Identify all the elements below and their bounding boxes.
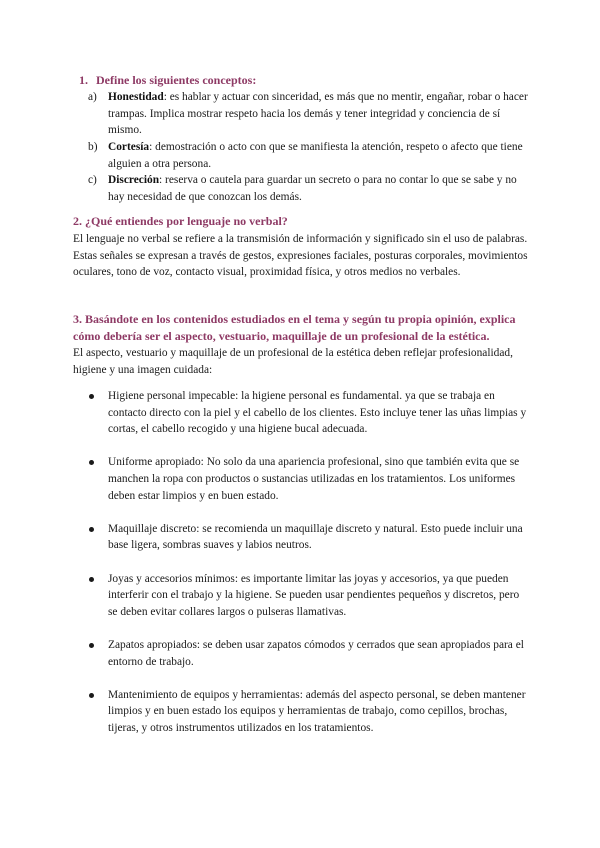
section3-intro: El aspecto, vestuario y maquillaje de un profesional de la estética deben reflejar profesionalidad, higiene y una imagen cuidada:	[73, 347, 513, 376]
bullet-icon	[89, 643, 94, 648]
section3-bullet-list	[108, 388, 528, 753]
list-item	[108, 687, 528, 737]
bullet-icon	[89, 577, 94, 582]
definition-honestidad	[88, 89, 528, 139]
list-item	[108, 521, 528, 554]
definition-text: : es hablar y actuar con sinceridad, es más que no mentir, engañar, robar o hacer trampas. Implica mostrar respeto hacia los demás y tener integridad y conciencia de sí mismo.	[108, 91, 528, 137]
list-item	[108, 637, 528, 670]
definition-marker: b)	[88, 141, 98, 153]
list-item	[108, 388, 528, 438]
section2-paragraph: El lenguaje no verbal se refiere a la transmisión de información y significado sin el uso de palabras. Estas señales se expresan a través de gestos, expresiones faciales, posturas corporales, movimientos oculares, tono de voz, contacto visual, proximidad física, y otros medios no verbales.	[73, 233, 528, 279]
list-item-text: Higiene personal impecable: la higiene personal es fundamental. ya que se trabaja en contacto directo con la piel y el cabello de los clientes. Esto incluye tener las uñas limpias y cortas, el cabello recogido y una higiene bucal adecuada.	[108, 390, 527, 436]
list-item	[108, 571, 528, 621]
definition-term: Honestidad	[108, 91, 164, 103]
list-item	[108, 454, 528, 504]
section3-heading: 3. Basándote en los contenidos estudiados en el tema y según tu propia opinión, explica cómo debería ser el aspecto, vestuario, maquillaje de un profesional de la estética.	[73, 312, 516, 343]
definition-cortesia	[88, 139, 528, 172]
section1-number: 1.	[79, 73, 88, 87]
bullet-icon	[89, 527, 94, 532]
section2-heading: 2. ¿Qué entiendes por lenguaje no verbal?	[73, 214, 288, 228]
list-item-text: Joyas y accesorios mínimos: es importante limitar las joyas y accesorios, ya que pueden interferir con el trabajo y la higiene. Se pueden usar pendientes pequeños y discretos, pero se deben evitar collares largos o pulseras llamativas.	[108, 572, 520, 618]
bullet-icon	[89, 394, 94, 399]
list-item-text: Zapatos apropiados: se deben usar zapatos cómodos y cerrados que sean apropiados para el entorno de trabajo.	[108, 638, 524, 668]
list-item-text: Maquillaje discreto: se recomienda un maquillaje discreto y natural. Esto puede incluir una base ligera, sombras suaves y labios neutros.	[108, 522, 523, 552]
list-item-text: Mantenimiento de equipos y herramientas: además del aspecto personal, se deben mantener limpios y en buen estado los equipos y herramientas de trabajo, como cepillos, brochas, tijeras, y otros instrumentos utilizados en los tratamientos.	[108, 688, 526, 734]
bullet-icon	[89, 460, 94, 465]
definition-discrecion	[88, 172, 528, 205]
bullet-icon	[89, 693, 94, 698]
definition-marker: a)	[88, 91, 97, 103]
list-item-text: Uniforme apropiado: No solo da una apariencia profesional, sino que también evita que se manchen la ropa con productos o sustancias utilizadas en los tratamientos. Los uniformes deben estar limpios y en buen estado.	[108, 456, 520, 502]
definition-term: Discreción	[108, 174, 160, 186]
definition-text: : demostración o acto con que se manifiesta la atención, respeto o afecto que tiene alguien a otra persona.	[108, 141, 523, 170]
definition-term: Cortesía	[108, 141, 150, 153]
definition-marker: c)	[88, 174, 97, 186]
section1-heading	[79, 72, 257, 89]
definition-text: : reserva o cautela para guardar un secreto o para no contar lo que se sabe y no hay necesidad de que conozcan los demás.	[108, 174, 517, 203]
section1-title: Define los siguientes conceptos:	[96, 73, 257, 87]
